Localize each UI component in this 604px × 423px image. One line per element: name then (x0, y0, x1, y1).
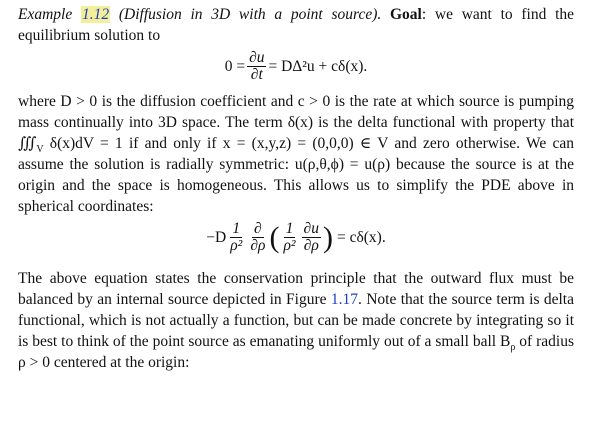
para2-ball-subscript: ρ (510, 342, 516, 354)
eq2-f4-num: ∂u (303, 220, 319, 237)
spherical-pde-equation (18, 221, 574, 254)
eq2-f4-den: ∂ρ (303, 237, 319, 254)
para2-text-1: The above equation states the conservation principle that the outward flux must be balanced by an internal source depicted in Figure (18, 270, 574, 308)
body-paragraph-2 (18, 268, 574, 373)
para2-text-3: of radius ρ > 0 centered at the origin: (18, 333, 574, 371)
eq2-f3-num: 1 (285, 220, 294, 237)
right-paren: ) (322, 220, 333, 254)
eq2-f2-num: ∂ (254, 220, 262, 237)
para2-text-2: . Note that the source term is delta functional, which is not actually a function, but can be made concrete by integrating so it is best to think of the point source as emanating uniformly out of a small ball B (18, 291, 574, 350)
eq1-frac-num: ∂u (249, 49, 265, 66)
diffusion-equation (18, 50, 574, 83)
eq2-rhs: = cδ(x). (336, 229, 386, 246)
eq2-frac-1 (228, 221, 244, 254)
example-heading-paragraph (18, 4, 574, 46)
eq1-frac-den: ∂t (250, 66, 263, 83)
example-label: Example (18, 6, 73, 23)
eq2-frac-3 (281, 221, 297, 254)
eq2-f1-num: 1 (232, 220, 241, 237)
para1-text-1: where D > 0 is the diffusion coefficient and c > 0 is the rate at which source is pumping mass continually into 3D space. The term δ(x) is the delta functional with property that ∭ (18, 93, 574, 152)
eq2-frac-2 (248, 221, 267, 254)
eq2-f3-den: ρ² (283, 237, 296, 254)
eq2-f2-den: ∂ρ (250, 237, 266, 254)
eq1-lhs: 0 = (224, 58, 246, 75)
figure-ref-link[interactable]: 1.17 (330, 291, 358, 308)
eq2-f1-den: ρ² (230, 237, 243, 254)
left-paren: ( (269, 220, 280, 254)
example-intro-text: : we want to find the equilibrium solution to (18, 6, 575, 44)
eq2-frac-4 (302, 221, 321, 254)
goal-label: Goal (390, 6, 422, 23)
para1-integral-subscript: V (36, 144, 44, 156)
body-paragraph-1 (18, 91, 574, 217)
eq1-rhs: = DΔ²u + cδ(x). (268, 58, 368, 75)
eq1-time-derivative (247, 50, 266, 83)
eq2-prefix: −D (206, 229, 227, 246)
example-title: (Diffusion in 3D with a point source). (118, 6, 382, 23)
example-number-link[interactable]: 1.12 (81, 6, 110, 23)
para1-text-2: δ(x)dV = 1 if and only if x = (x,y,z) = (0,0,0) ∈ V and zero otherwise. We can assume the solution is radially symmetric: u(ρ,θ,ϕ) = u(ρ) because the source is at the origin and the space is homogeneous. This allows us to simplify the PDE above in spherical coordinates: (18, 135, 574, 215)
